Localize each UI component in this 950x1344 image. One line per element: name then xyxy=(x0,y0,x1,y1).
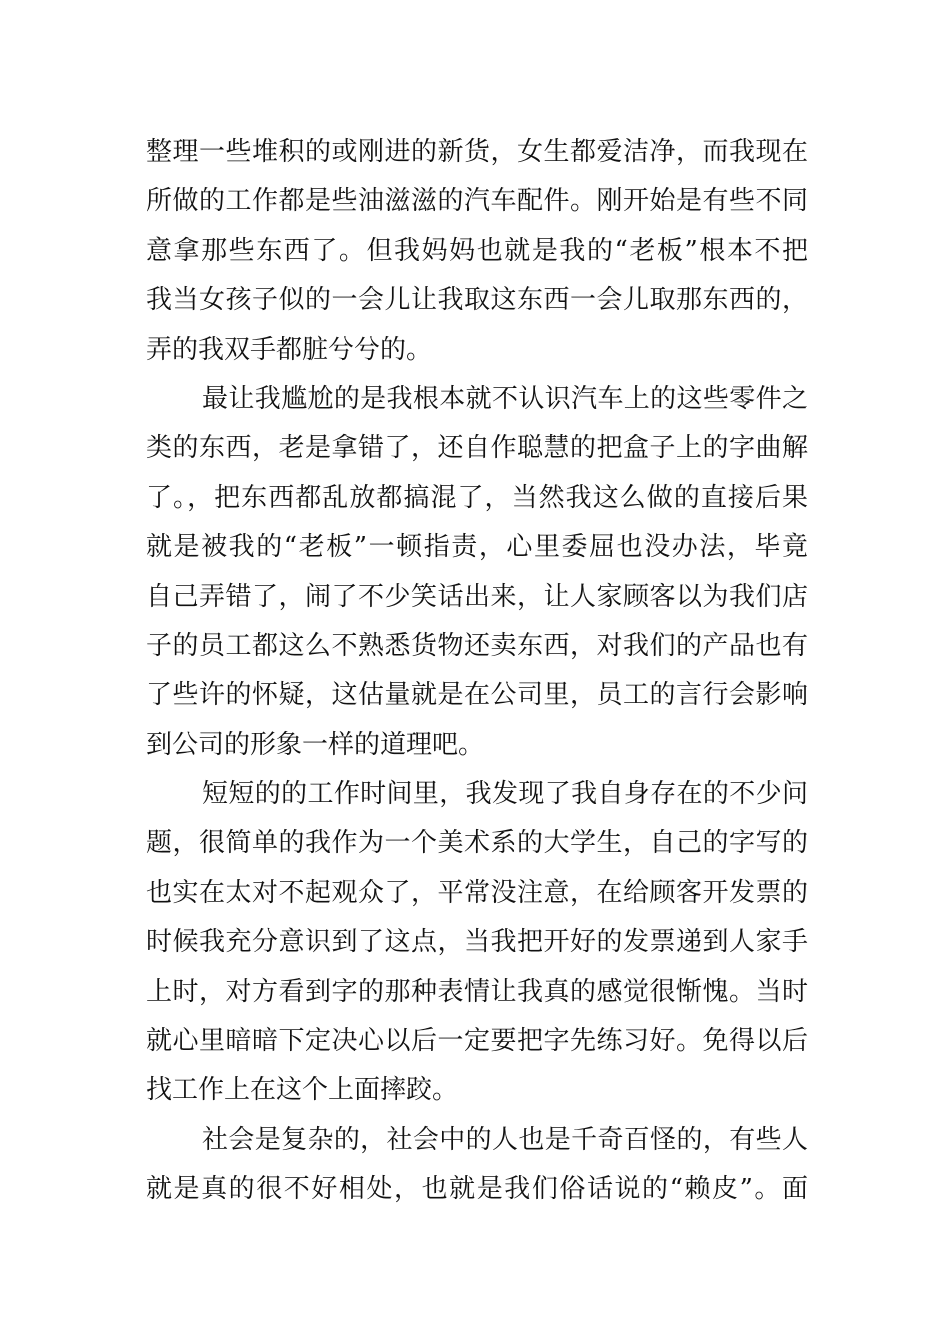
text-line: 找工作上在这个上面摔跤。 xyxy=(146,1075,459,1106)
text-line: 子的员工都这么不熟悉货物还卖东西，对我们的产品也有 xyxy=(146,630,808,661)
text-line: 上时，对方看到字的那种表情让我真的感觉很惭愧。当时 xyxy=(146,976,808,1007)
text-line: 弄的我双手都脏兮兮的。 xyxy=(146,334,433,365)
text-line: 了。，把东西都乱放都搞混了，当然我这么做的直接后果 xyxy=(146,482,808,513)
text-line: 类的东西，老是拿错了，还自作聪慧的把盒子上的字曲解 xyxy=(146,433,808,464)
text-line: 题，很简单的我作为一个美术系的大学生，自己的字写的 xyxy=(146,828,808,859)
paragraph-first-line: 社会是复杂的，社会中的人也是千奇百怪的，有些人 xyxy=(202,1124,808,1155)
body-text xyxy=(146,128,808,1215)
text-line: 整理一些堆积的或刚进的新货，女生都爱洁净，而我现在 xyxy=(146,137,808,167)
paragraph-first-line: 最让我尴尬的是我根本就不认识汽车上的这些零件之 xyxy=(202,383,808,414)
text-line: 也实在太对不起观众了，平常没注意，在给顾客开发票的 xyxy=(146,877,808,908)
text-line: 了些许的怀疑，这估量就是在公司里，员工的言行会影响 xyxy=(146,680,808,711)
text-line: 就是被我的“老板”一顿指责，心里委屈也没办法，毕竟 xyxy=(146,532,808,563)
text-line: 就是真的很不好相处，也就是我们俗话说的“赖皮”。面 xyxy=(146,1174,808,1205)
text-line: 我当女孩子似的一会儿让我取这东西一会儿取那东西的， xyxy=(146,285,808,316)
text-line: 意拿那些东西了。但我妈妈也就是我的“老板”根本不把 xyxy=(146,235,808,266)
text-line: 所做的工作都是些油滋滋的汽车配件。刚开始是有些不同 xyxy=(146,186,808,217)
text-line: 时候我充分意识到了这点，当我把开好的发票递到人家手 xyxy=(146,927,808,958)
text-line: 到公司的形象一样的道理吧。 xyxy=(146,729,485,760)
text-line: 就心里暗暗下定决心以后一定要把字先练习好。免得以后 xyxy=(146,1026,808,1057)
text-line: 自己弄错了，闹了不少笑话出来，让人家顾客以为我们店 xyxy=(146,581,808,612)
paragraph-first-line: 短短的的工作时间里，我发现了我自身存在的不少问 xyxy=(202,779,808,810)
